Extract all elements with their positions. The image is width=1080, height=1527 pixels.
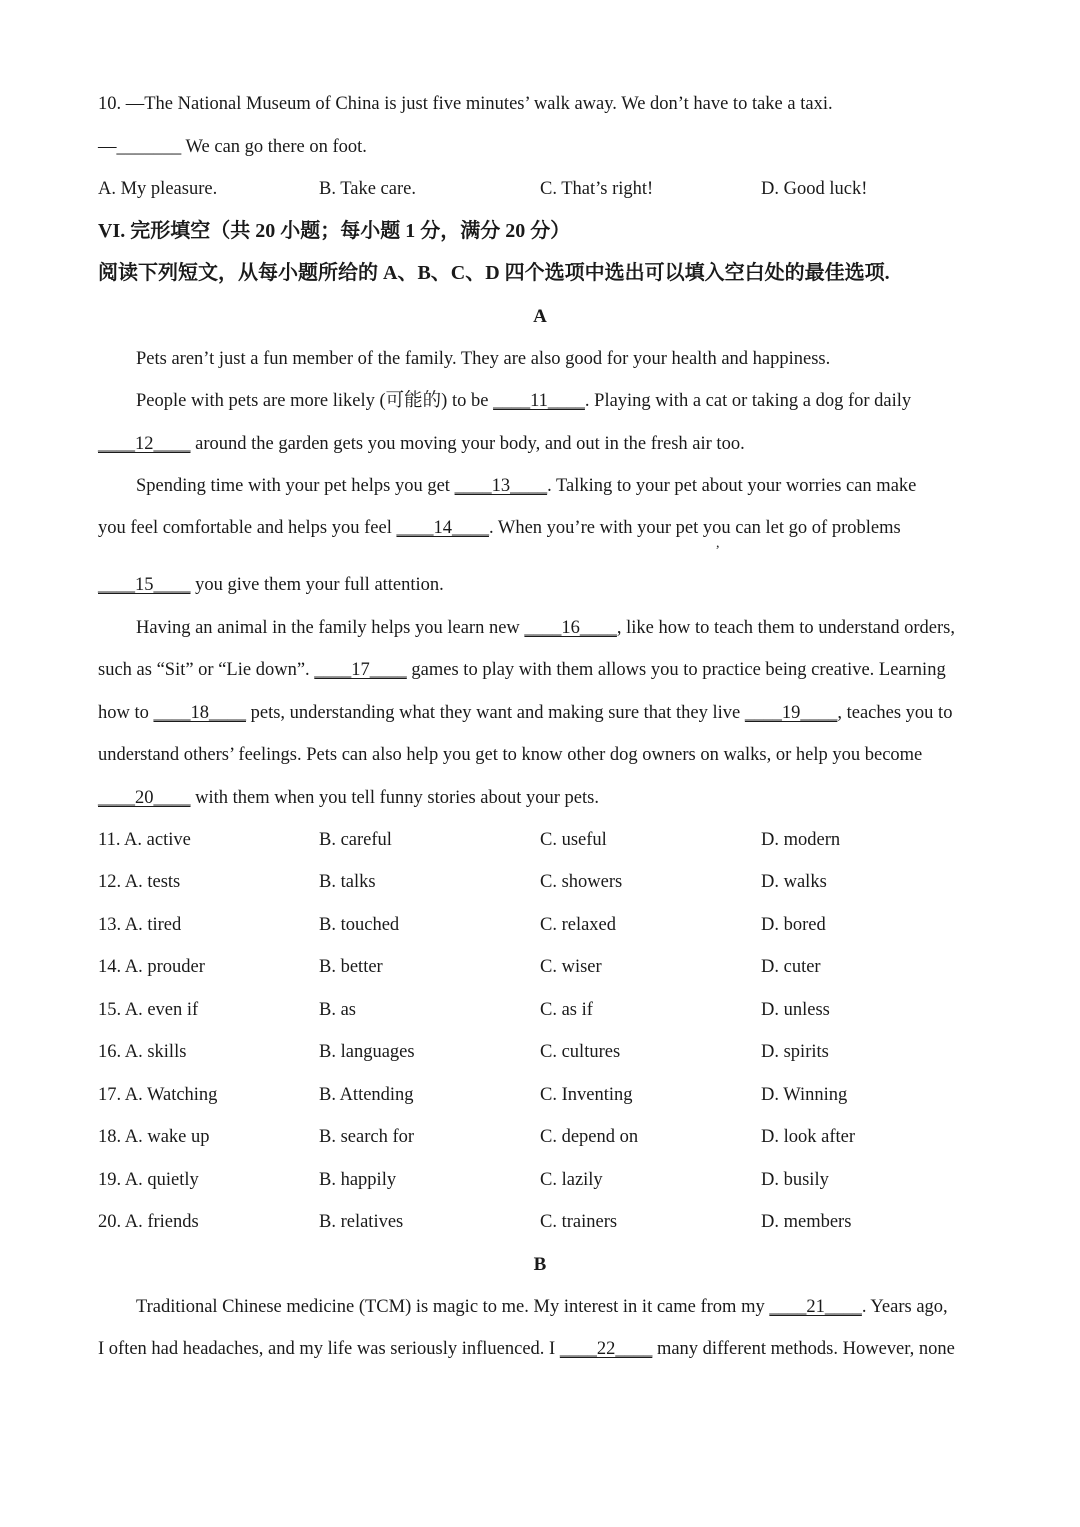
option-16-c: C. cultures bbox=[540, 1042, 621, 1062]
option-15-c: C. as if bbox=[540, 1000, 593, 1020]
text: . When you’re with your pet you can let go of problems bbox=[488, 518, 901, 538]
option-19-d: D. busily bbox=[761, 1170, 829, 1190]
text: you give them your full attention. bbox=[190, 575, 444, 595]
passage-b-line-1 bbox=[136, 1295, 948, 1319]
text: how to bbox=[98, 703, 154, 723]
q10-reply bbox=[98, 135, 367, 159]
option-11-d: D. modern bbox=[761, 830, 841, 850]
passage-b-title: B bbox=[533, 1254, 547, 1275]
blank-16: ____16____ bbox=[524, 618, 617, 638]
text: games to play with them allows you to practice being creative. Learning bbox=[406, 660, 946, 680]
option-19-a: 19. A. quietly bbox=[98, 1170, 199, 1190]
passage-a-line-5 bbox=[98, 516, 901, 540]
text: with them when you tell funny stories about your pets. bbox=[190, 788, 599, 808]
passage-a-title: A bbox=[533, 306, 547, 327]
option-20-c: C. trainers bbox=[540, 1212, 618, 1232]
text: many different methods. However, none bbox=[652, 1339, 955, 1359]
option-18-a: 18. A. wake up bbox=[98, 1127, 210, 1147]
option-19-b: B. happily bbox=[319, 1170, 397, 1190]
text: People with pets are more likely (可能的) to be bbox=[136, 391, 494, 411]
q10-reply-text: We can go there on foot. bbox=[181, 137, 367, 157]
option-12-d: D. walks bbox=[761, 872, 827, 892]
q10-blank: _______ bbox=[116, 137, 182, 157]
text: pets, understanding what they want and making sure that they live bbox=[246, 703, 745, 723]
option-11-b: B. careful bbox=[319, 830, 392, 850]
option-12-c: C. showers bbox=[540, 872, 623, 892]
q10-dash: — bbox=[98, 137, 117, 157]
q10-option-b: B. Take care. bbox=[319, 179, 416, 199]
option-11-a: 11. A. active bbox=[98, 830, 191, 850]
option-11-c: C. useful bbox=[540, 830, 607, 850]
passage-a-line-7 bbox=[136, 616, 955, 640]
passage-a-line-9 bbox=[98, 701, 952, 725]
option-20-a: 20. A. friends bbox=[98, 1212, 199, 1232]
text: Having an animal in the family helps you learn new bbox=[136, 618, 525, 638]
option-20-b: B. relatives bbox=[319, 1212, 404, 1232]
option-14-d: D. cuter bbox=[761, 957, 821, 977]
text: . Playing with a cat or taking a dog for daily bbox=[584, 391, 912, 411]
blank-12: ____12____ bbox=[98, 434, 191, 454]
passage-a-line-10: understand others’ feelings. Pets can also help you get to know other dog owners on walks, or help you become bbox=[98, 745, 923, 765]
blank-14: ____14____ bbox=[396, 518, 489, 538]
option-15-b: B. as bbox=[319, 1000, 356, 1020]
passage-a-line-11 bbox=[98, 786, 599, 810]
text: . Years ago, bbox=[861, 1297, 948, 1317]
text: Spending time with your pet helps you get bbox=[136, 476, 455, 496]
blank-11: ____11____ bbox=[493, 391, 585, 411]
text: I often had headaches, and my life was seriously influenced. I bbox=[98, 1339, 560, 1359]
section-heading: VI. 完形填空（共 20 小题；每小题 1 分，满分 20 分） bbox=[98, 220, 571, 242]
option-18-c: C. depend on bbox=[540, 1127, 639, 1147]
blank-17: ____17____ bbox=[314, 660, 407, 680]
option-12-b: B. talks bbox=[319, 872, 376, 892]
option-14-a: 14. A. prouder bbox=[98, 957, 205, 977]
option-17-d: D. Winning bbox=[761, 1085, 848, 1105]
option-15-d: D. unless bbox=[761, 1000, 830, 1020]
text: you feel comfortable and helps you feel bbox=[98, 518, 397, 538]
option-16-d: D. spirits bbox=[761, 1042, 829, 1062]
option-19-c: C. lazily bbox=[540, 1170, 603, 1190]
option-18-d: D. look after bbox=[761, 1127, 856, 1147]
passage-a-line-3 bbox=[98, 432, 745, 456]
passage-b-line-2 bbox=[98, 1337, 955, 1361]
option-13-d: D. bored bbox=[761, 915, 826, 935]
passage-a-line-2 bbox=[136, 389, 911, 413]
option-14-b: B. better bbox=[319, 957, 383, 977]
text: . Talking to your pet about your worries can make bbox=[547, 476, 917, 496]
blank-21: ____21____ bbox=[769, 1297, 862, 1317]
option-14-c: C. wiser bbox=[540, 957, 602, 977]
option-17-c: C. Inventing bbox=[540, 1085, 633, 1105]
stray-comma: , bbox=[716, 536, 720, 551]
text: , like how to teach them to understand orders, bbox=[616, 618, 955, 638]
q10-option-d: D. Good luck! bbox=[761, 179, 868, 199]
option-17-a: 17. A. Watching bbox=[98, 1085, 218, 1105]
blank-22: ____22____ bbox=[559, 1339, 653, 1359]
option-16-b: B. languages bbox=[319, 1042, 415, 1062]
q10-option-a: A. My pleasure. bbox=[98, 179, 218, 199]
option-15-a: 15. A. even if bbox=[98, 1000, 199, 1020]
q10-question: 10. —The National Museum of China is just five minutes’ walk away. We don’t have to take a taxi. bbox=[98, 94, 833, 114]
passage-a-line-8 bbox=[98, 658, 946, 682]
option-20-d: D. members bbox=[761, 1212, 852, 1232]
blank-13: ____13____ bbox=[454, 476, 548, 496]
blank-15: ____15____ bbox=[98, 575, 191, 595]
passage-a-line-4 bbox=[136, 474, 916, 498]
text: around the garden gets you moving your body, and out in the fresh air too. bbox=[190, 434, 745, 454]
option-13-c: C. relaxed bbox=[540, 915, 617, 935]
option-13-b: B. touched bbox=[319, 915, 400, 935]
option-13-a: 13. A. tired bbox=[98, 915, 182, 935]
blank-19: ____19____ bbox=[744, 703, 838, 723]
text: Traditional Chinese medicine (TCM) is magic to me. My interest in it came from my bbox=[136, 1297, 770, 1317]
blank-18: ____18____ bbox=[153, 703, 246, 723]
option-18-b: B. search for bbox=[319, 1127, 415, 1147]
blank-20: ____20____ bbox=[98, 788, 191, 808]
option-17-b: B. Attending bbox=[319, 1085, 414, 1105]
text: such as “Sit” or “Lie down”. bbox=[98, 660, 315, 680]
option-16-a: 16. A. skills bbox=[98, 1042, 187, 1062]
text: , teaches you to bbox=[837, 703, 953, 723]
passage-a-p1: Pets aren’t just a fun member of the family. They are also good for your health and happiness. bbox=[136, 349, 831, 369]
option-12-a: 12. A. tests bbox=[98, 872, 181, 892]
passage-a-line-6 bbox=[98, 573, 444, 597]
q10-option-c: C. That’s right! bbox=[540, 179, 654, 199]
section-instruction: 阅读下列短文，从每小题所给的 A、B、C、D 四个选项中选出可以填入空白处的最佳选项. bbox=[98, 262, 890, 284]
